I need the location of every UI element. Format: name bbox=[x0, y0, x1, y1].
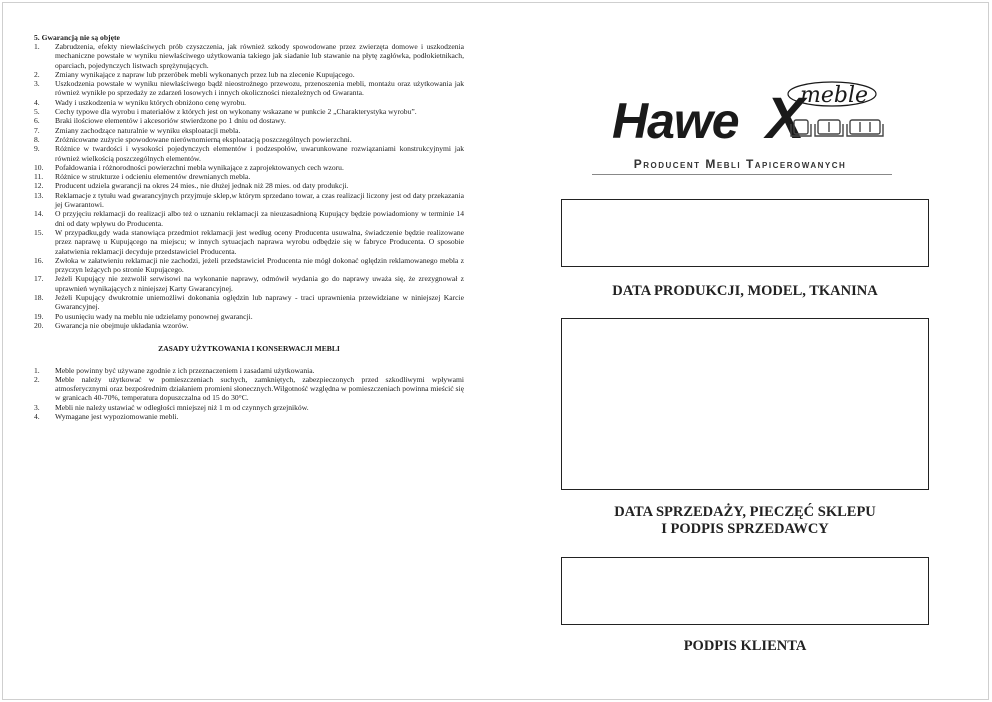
warranty-item-number: 17. bbox=[34, 274, 44, 284]
warranty-item bbox=[34, 312, 464, 321]
warranty-item bbox=[34, 228, 464, 256]
warranty-item-number: 5. bbox=[34, 107, 40, 117]
warranty-heading: 5. Gwarancją nie są objęte bbox=[34, 33, 120, 42]
warranty-item-number: 12. bbox=[34, 181, 44, 191]
warranty-item-number: 9. bbox=[34, 144, 40, 154]
care-item-number: 3. bbox=[34, 402, 40, 412]
sofa-small-icon bbox=[815, 120, 843, 136]
care-heading: ZASADY UŻYTKOWANIA I KONSERWACJI MEBLI bbox=[158, 344, 340, 354]
warranty-item bbox=[34, 181, 464, 190]
warranty-item bbox=[34, 135, 464, 144]
warranty-item bbox=[34, 79, 464, 98]
warranty-item bbox=[34, 256, 464, 275]
care-item-number: 1. bbox=[34, 365, 40, 375]
warranty-item bbox=[34, 163, 464, 172]
warranty-item bbox=[34, 70, 464, 79]
warranty-item-number: 6. bbox=[34, 116, 40, 126]
warranty-item-number: 4. bbox=[34, 97, 40, 107]
warranty-item-number: 16. bbox=[34, 255, 44, 265]
care-item-text: Mebli nie należy ustawiać w odległości mniejszej niż 1 m od czynnych grzejników. bbox=[55, 402, 309, 412]
warranty-item-text: Cechy typowe dla wyrobu i materiałów z których jest on wykonany wskazane w punkcie 2 „Charakterystyka wyrobu”. bbox=[55, 107, 417, 117]
warranty-item-text: Pofałdowania i różnorodności powierzchni mebla wynikające z zaprojektowanych cech wzoru. bbox=[55, 162, 344, 172]
warranty-item bbox=[34, 293, 464, 312]
warranty-item-text: Zwłoka w załatwieniu reklamacji nie zachodzi, jeżeli przedstawiciel Producenta nie mógł dokonać oględzin reklamowanego mebla z przyczyn leżących po stronie Kupującego. bbox=[55, 255, 464, 275]
production-info-box[interactable] bbox=[561, 199, 929, 267]
warranty-item-text: Zabrudzenia, efekty niewłaściwych prób czyszczenia, jak również szkody spowodowane przez zwierzęta domowe i uszkodzenia mechaniczne powstałe w wyniku niewłaściwego użytkowania takiego jak siadanie lub stawanie na płytę zagłówka, podłokietnikach, oparciach, pojedynczych listwach sprężynujących. bbox=[55, 42, 464, 70]
warranty-item-number: 18. bbox=[34, 293, 44, 303]
warranty-item-text: Reklamacje z tytułu wad gwarancyjnych przyjmuje sklep,w którym sprzedano towar, a czas realizacji liczony jest od daty przekazania jej Gwarantowi. bbox=[55, 190, 464, 210]
warranty-item-number: 11. bbox=[34, 172, 44, 182]
warranty-item-number: 13. bbox=[34, 190, 44, 200]
care-item-text: Wymagane jest wypoziomowanie mebli. bbox=[55, 411, 179, 421]
client-signature-label: PODPIS KLIENTA bbox=[683, 638, 807, 654]
logo-x: X bbox=[766, 86, 805, 150]
warranty-item-number: 3. bbox=[34, 79, 40, 89]
warranty-item-text: Po usunięciu wady na meblu nie udzielamy ponownej gwarancji. bbox=[55, 311, 253, 321]
warranty-item bbox=[34, 209, 464, 228]
care-item bbox=[34, 366, 464, 375]
warranty-item-number: 10. bbox=[34, 162, 44, 172]
warranty-item bbox=[34, 42, 464, 70]
warranty-item-number: 7. bbox=[34, 125, 40, 135]
warranty-item-text: W przypadku,gdy wada stanowiąca przedmiot reklamacji jest według oceny Producenta usuwalna, świadczenie będzie realizowane przez naprawę u Kupującego na miejscu; w innych sytuacjach naprawa wyrobu odbędzie się w fabryce Producenta. O sposobie załatwienia reklamacji decyduje przedstawiciel Producenta. bbox=[55, 227, 464, 256]
care-item bbox=[34, 375, 464, 403]
warranty-item bbox=[34, 98, 464, 107]
warranty-item-number: 14. bbox=[34, 209, 44, 219]
care-list bbox=[34, 366, 464, 422]
warranty-item-text: Jeżeli Kupujący nie zezwolił serwisowi na wykonanie naprawy, odmówił wydania go do naprawy uważa się, że zrezygnował z uprawnień wynikających z niniejszej Karty Gwarancyjnej. bbox=[55, 274, 464, 293]
tagline-divider bbox=[592, 174, 892, 175]
warranty-item-number: 15. bbox=[34, 227, 44, 237]
warranty-item-text: Producent udziela gwarancji na okres 24 mies., nie dłużej jednak niż 28 mies. od daty produkcji. bbox=[55, 181, 349, 191]
warranty-item bbox=[34, 191, 464, 210]
warranty-item-number: 20. bbox=[34, 320, 44, 330]
warranty-item-text: Zmiany zachodzące naturalnie w wyniku eksploatacji mebla. bbox=[55, 125, 241, 135]
warranty-item-text: Zmiany wynikające z napraw lub przeróbek mebli wykonanych przez lub na zlecenie Kupującego. bbox=[55, 69, 355, 79]
warranty-item bbox=[34, 321, 464, 330]
logo-script: meble bbox=[800, 83, 869, 108]
client-signature-box[interactable] bbox=[561, 557, 929, 625]
care-item-number: 2. bbox=[34, 374, 40, 384]
warranty-item-text: Różnice w twardości i wysokości pojedynczych elementów i podzespołów, uwarunkowane rozwiązaniami konstrukcyjnymi jak również wielkością poszczególnych elementów. bbox=[55, 144, 464, 163]
warranty-item-number: 2. bbox=[34, 69, 40, 79]
warranty-item-number: 8. bbox=[34, 134, 40, 144]
sale-label-line2: I PODPIS SPRZEDAWCY bbox=[661, 521, 829, 537]
sale-stamp-label bbox=[561, 504, 929, 538]
warranty-item bbox=[34, 107, 464, 116]
warranty-list bbox=[34, 42, 464, 330]
care-item-text: Meble powinny być używane zgodnie z ich przeznaczeniem i zasadami użytkowania. bbox=[55, 365, 315, 375]
logo-wordmark: Hawe bbox=[612, 93, 739, 149]
warranty-item-text: Uszkodzenia powstałe w wyniku niewłaściwego bądź nieostrożnego przewozu, przenoszenia mebli, montażu oraz użytkowania jak również wynikłe po sprzedaży ze zdarzeń losowych i innych okoliczności niezależnych od Gwaranta. bbox=[55, 79, 464, 98]
care-item-number: 4. bbox=[34, 411, 40, 421]
warranty-item bbox=[34, 126, 464, 135]
sofa-large-icon bbox=[847, 120, 883, 136]
care-item bbox=[34, 412, 464, 421]
care-item-text: Meble należy użytkować w pomieszczeniach suchych, zamkniętych, zabezpieczonych przed szkodliwymi wpływami atmosferycznymi oraz bezpośrednim działaniem promieni słonecznych.Wilgotność względna w pomieszczeniach powinna mieścić się w granicach 40-70%, temperatura dopuszczalna od 15 do 30°C. bbox=[55, 374, 464, 403]
sale-label-line1: DATA SPRZEDAŻY, PIECZĘĆ SKLEPU bbox=[614, 504, 876, 520]
care-item bbox=[34, 403, 464, 412]
warranty-item-text: Różnice w strukturze i odcieniu elementów drewnianych mebla. bbox=[55, 172, 251, 182]
warranty-item bbox=[34, 274, 464, 293]
production-info-label: DATA PRODUKCJI, MODEL, TKANINA bbox=[612, 283, 878, 299]
warranty-item-text: Zróżnicowane zużycie spowodowane nierównomierną eksploatacją poszczególnych powierzchni. bbox=[55, 134, 352, 144]
warranty-terms bbox=[34, 33, 464, 421]
warranty-item-text: O przyjęciu reklamacji do realizacji albo też o uznaniu reklamacji za nieuzasadnioną Kupujący będzie powiadomiony w terminie 14 dni od daty wpływu do Producenta. bbox=[55, 209, 464, 228]
warranty-item-number: 19. bbox=[34, 311, 44, 321]
hawex-logo bbox=[610, 80, 890, 150]
warranty-item bbox=[34, 116, 464, 125]
warranty-item bbox=[34, 144, 464, 163]
warranty-item-number: 1. bbox=[34, 42, 40, 51]
warranty-item-text: Jeżeli Kupujący dwukrotnie uniemożliwi dokonania oględzin lub naprawy - traci uprawnienia przewidziane w niniejszej Karcie Gwarancyjnej. bbox=[55, 293, 464, 312]
warranty-item bbox=[34, 172, 464, 181]
warranty-item-text: Gwarancja nie obejmuje układania wzorów. bbox=[55, 320, 189, 330]
brand-tagline: Producent Mebli Tapicerowanych bbox=[633, 157, 847, 171]
sale-stamp-box[interactable] bbox=[561, 318, 929, 490]
warranty-item-text: Wady i uszkodzenia w wyniku których obniżono cenę wyrobu. bbox=[55, 97, 247, 107]
warranty-item-text: Braki ilościowe elementów i akcesoriów stwierdzone po 1 dniu od dostawy. bbox=[55, 116, 286, 126]
